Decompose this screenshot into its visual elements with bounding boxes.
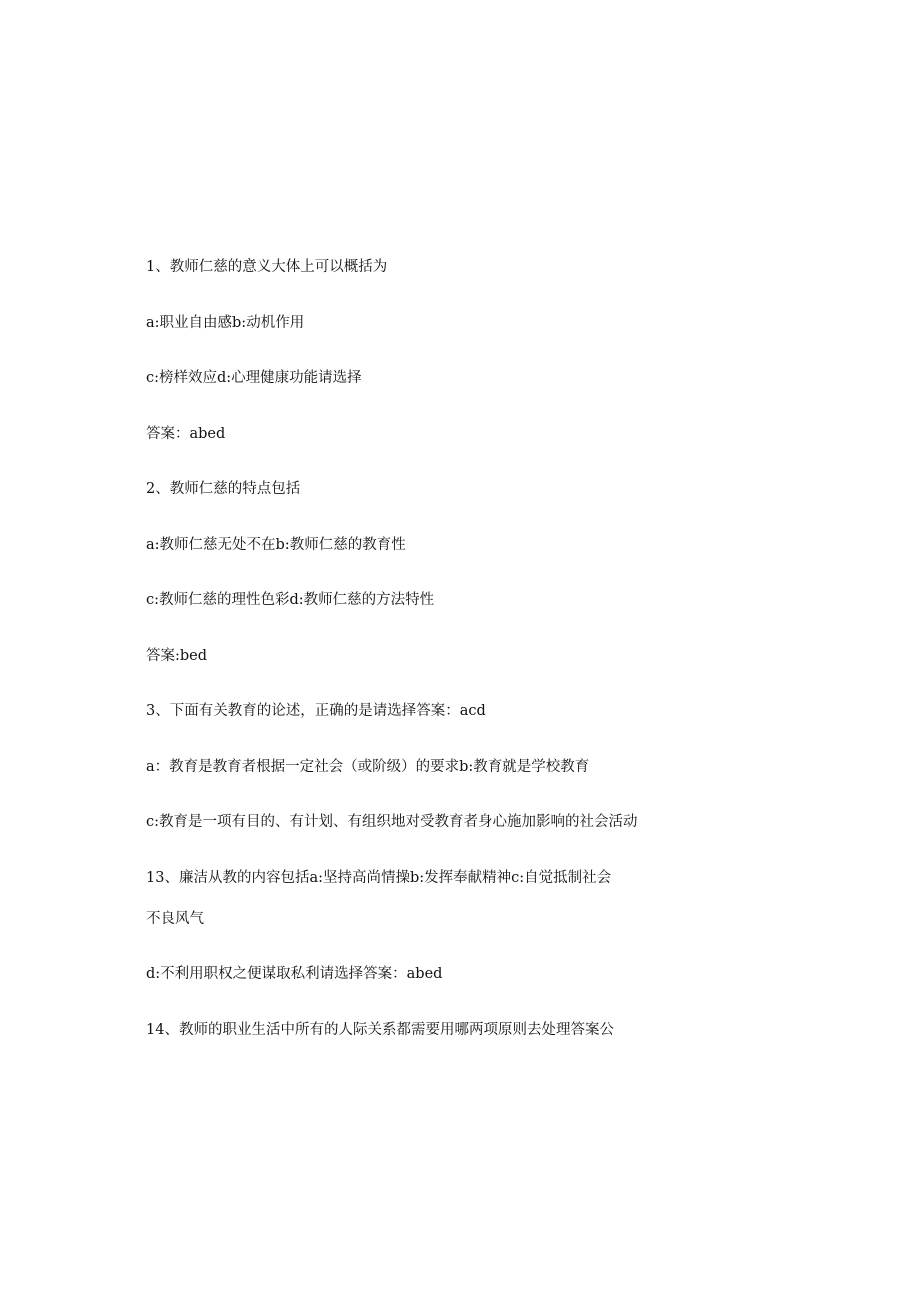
question-2-answer: 答案:bed (146, 647, 208, 664)
question-1-answer: 答案：abed (146, 425, 226, 442)
question-2-title: 2、教师仁慈的特点包括 (146, 481, 301, 497)
question-14-title: 14、教师的职业生活中所有的人际关系都需要用哪两项原则去处理答案公 (146, 1021, 614, 1038)
document-body (146, 256, 846, 1041)
question-3-option-c: c:教育是一项有目的、有计划、有组织地对受教育者身心施加影响的社会活动 (146, 814, 638, 830)
question-1-title: 1、教师仁慈的意义大体上可以概括为 (146, 259, 388, 275)
question-3-title: 3、下面有关教育的论述，正确的是请选择答案：acd (146, 703, 486, 719)
question-3-options-ab: a：教育是教育者根据一定社会（或阶级）的要求b:教育就是学校教育 (146, 758, 590, 775)
question-1-options-cd: c:榜样效应d:心理健康功能请选择 (146, 370, 362, 386)
question-13-option-d: d:不利用职权之便谋取私利请选择答案：abed (146, 966, 443, 982)
question-13-title-continued: 不良风气 (146, 910, 204, 927)
question-2-options-cd: c:教师仁慈的理性色彩d:教师仁慈的方法特性 (146, 592, 435, 608)
question-2-options-ab: a:教师仁慈无处不在b:教师仁慈的教育性 (146, 536, 406, 553)
question-1-options-ab: a:职业自由感b:动机作用 (146, 314, 305, 331)
question-13-title: 13、廉洁从教的内容包括a:坚持高尚情操b:发挥奉献精神c:自觉抵制社会 (146, 869, 612, 886)
